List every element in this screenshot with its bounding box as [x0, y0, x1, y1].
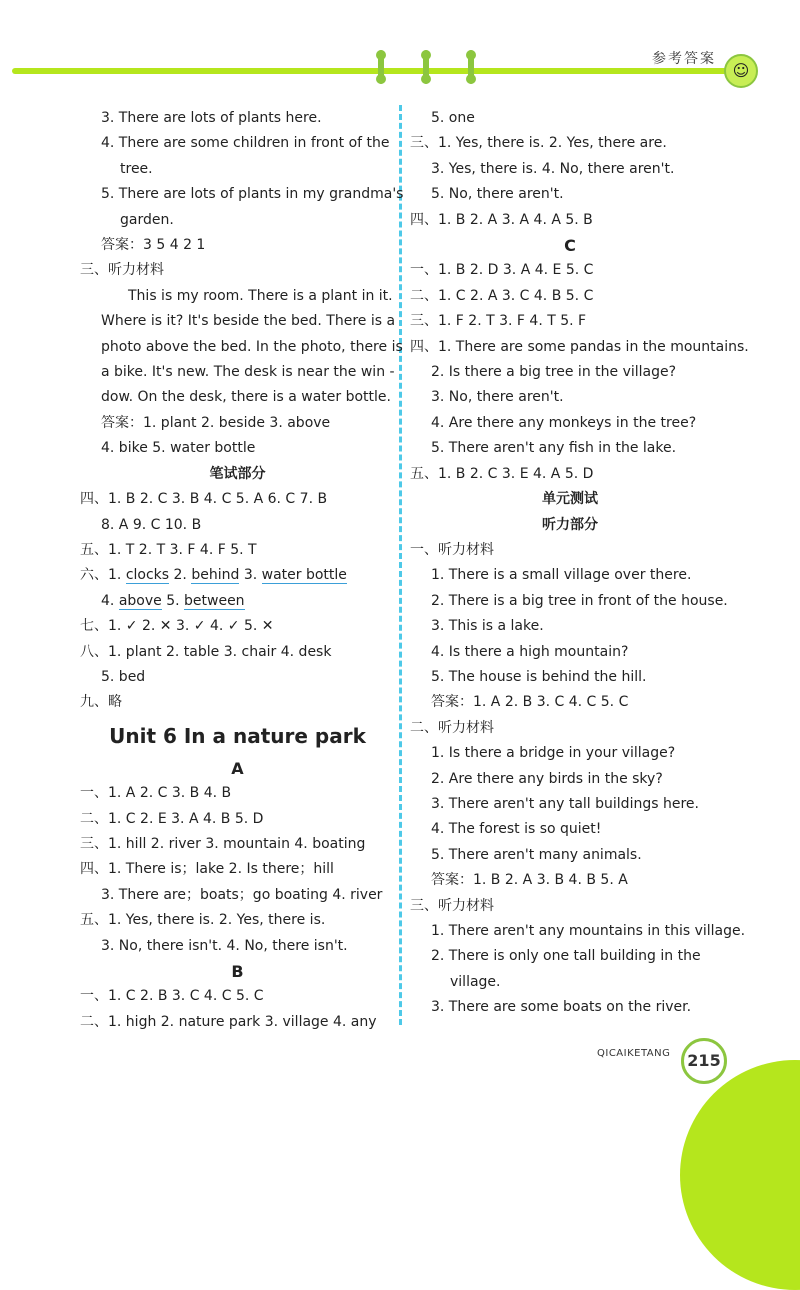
answer-line: 三、1. Yes, there is. 2. Yes, there are.: [410, 135, 667, 152]
answer-line: 8. A 9. C 10. B: [101, 516, 202, 533]
underlined-word: between: [184, 592, 245, 609]
answer-line: 3. There are；boats；go boating 4. river: [101, 886, 383, 903]
answer-line: 七、1. ✓ 2. ✕ 3. ✓ 4. ✓ 5. ✕: [80, 618, 274, 635]
section-title: 笔试部分: [209, 465, 266, 482]
text-line: 3. This is a lake.: [431, 618, 544, 635]
text-line: village.: [450, 973, 501, 990]
text-line: photo above the bed. In the photo, there is: [101, 338, 403, 355]
answer-line: 四、1. There is；lake 2. Is there；hill: [80, 861, 334, 878]
text-line: 3. There aren't any tall buildings here.: [431, 795, 699, 812]
answer-line-underlined: [80, 589, 395, 614]
right-column: [410, 106, 749, 1021]
underlined-word: above: [118, 592, 162, 609]
answer-line: 四、1. There are some pandas in the mountains.: [410, 338, 749, 355]
section-heading: 二、听力材料: [410, 719, 494, 736]
text-segment: 5.: [161, 592, 185, 609]
underlined-word: clocks: [125, 567, 170, 584]
answer-line: 四、1. B 2. A 3. A 4. A 5. B: [410, 211, 593, 228]
text-line: 4. There are some children in front of the: [101, 135, 390, 152]
answer-line: 二、1. C 2. E 3. A 4. B 5. D: [80, 810, 264, 827]
text-segment: 六、1.: [80, 567, 126, 584]
answer-line: 一、1. A 2. C 3. B 4. B: [80, 785, 232, 802]
text-line: 5. There aren't many animals.: [431, 846, 642, 863]
text-line: 3. There are some boats on the river.: [431, 999, 692, 1016]
text-line: a bike. It's new. The desk is near the win -: [101, 364, 395, 381]
left-column: [80, 106, 404, 1035]
answer-line: 3. No, there aren't.: [431, 389, 564, 406]
answer-line: 3. Yes, there is. 4. No, there aren't.: [431, 160, 675, 177]
binder-clip: [468, 50, 474, 84]
corner-decoration: [680, 1060, 800, 1290]
text-line: garden.: [120, 211, 174, 228]
text-line: 1. There aren't any mountains in this village.: [431, 923, 746, 939]
answer-line: 八、1. plant 2. table 3. chair 4. desk: [80, 643, 332, 660]
answer-line: 4. Are there any monkeys in the tree?: [431, 414, 697, 431]
section-heading: 三、听力材料: [80, 262, 164, 279]
text-line: 1. Is there a bridge in your village?: [431, 745, 676, 762]
answer-line: 三、1. F 2. T 3. F 4. T 5. F: [410, 313, 587, 330]
answer-line: 答案：1. B 2. A 3. B 4. B 5. A: [431, 872, 628, 889]
answer-line: 二、1. C 2. A 3. C 4. B 5. C: [410, 287, 594, 304]
section-title: 单元测试: [542, 491, 598, 508]
answer-line: 一、1. B 2. D 3. A 4. E 5. C: [410, 262, 594, 279]
text-line: tree.: [120, 160, 153, 177]
answer-line: 5. There aren't any fish in the lake.: [431, 440, 677, 457]
text-line: Where is it? It's beside the bed. There is a: [101, 313, 396, 330]
text-line: 2. There is only one tall building in the: [431, 948, 701, 965]
text-segment: 2.: [169, 567, 192, 584]
answer-line: 四、1. B 2. C 3. B 4. C 5. A 6. C 7. B: [80, 491, 328, 508]
answer-line: 五、1. T 2. T 3. F 4. F 5. T: [80, 541, 257, 558]
text-segment: 4.: [101, 592, 119, 609]
answer-line: 5. bed: [101, 668, 146, 685]
answer-line: 5. one: [431, 110, 475, 126]
text-line: 1. There is a small village over there.: [431, 567, 692, 584]
answer-line: 五、1. B 2. C 3. E 4. A 5. D: [410, 465, 594, 482]
answer-line: 九、略: [80, 694, 122, 711]
text-segment: 3.: [239, 567, 262, 584]
column-divider: [399, 105, 402, 1025]
section-subtitle: 听力部分: [542, 516, 598, 533]
text-line: This is my room. There is a plant in it.: [128, 287, 393, 304]
underlined-word: water bottle: [261, 567, 347, 584]
answer-line: 三、1. hill 2. river 3. mountain 4. boating: [80, 835, 366, 852]
section-letter: B: [231, 962, 244, 981]
text-line: 2. Are there any birds in the sky?: [431, 770, 663, 787]
section-letter: A: [231, 758, 244, 778]
text-line: 3. There are lots of plants here.: [101, 110, 322, 126]
text-line: 5. There are lots of plants in my grandma's: [101, 186, 404, 203]
underlined-word: behind: [191, 567, 240, 584]
section-heading: 三、听力材料: [410, 897, 494, 914]
footer-brand: QICAIKETANG: [597, 1048, 671, 1059]
answer-line-underlined: [80, 563, 395, 588]
text-line: 5. The house is behind the hill.: [431, 668, 647, 685]
mascot-icon: ☺: [724, 54, 758, 88]
header-label: 参考答案: [652, 51, 716, 67]
answer-line: 答案：1. plant 2. beside 3. above: [101, 414, 331, 431]
answer-line: 5. No, there aren't.: [431, 186, 564, 203]
answer-line: 一、1. C 2. B 3. C 4. C 5. C: [80, 988, 264, 1005]
page-number: 215: [681, 1038, 727, 1084]
answer-line: 五、1. Yes, there is. 2. Yes, there is.: [80, 912, 326, 929]
answer-line: 二、1. high 2. nature park 3. village 4. any: [80, 1013, 377, 1030]
section-heading: 一、听力材料: [410, 541, 494, 558]
text-line: 4. The forest is so quiet!: [431, 821, 602, 838]
section-letter: C: [564, 236, 576, 256]
binder-clip: [423, 50, 429, 84]
text-line: 4. Is there a high mountain?: [431, 643, 629, 660]
answer-line: 2. Is there a big tree in the village?: [431, 364, 677, 381]
binder-clip: [378, 50, 384, 84]
text-line: 2. There is a big tree in front of the house.: [431, 592, 728, 609]
text-line: dow. On the desk, there is a water bottle.: [101, 389, 391, 406]
answer-line: 3. No, there isn't. 4. No, there isn't.: [101, 937, 348, 954]
answer-line: 答案：3 5 4 2 1: [101, 237, 206, 254]
unit-title: Unit 6 In a nature park: [109, 723, 366, 748]
answer-line: 4. bike 5. water bottle: [101, 440, 256, 457]
answer-line: 答案：1. A 2. B 3. C 4. C 5. C: [431, 694, 629, 711]
